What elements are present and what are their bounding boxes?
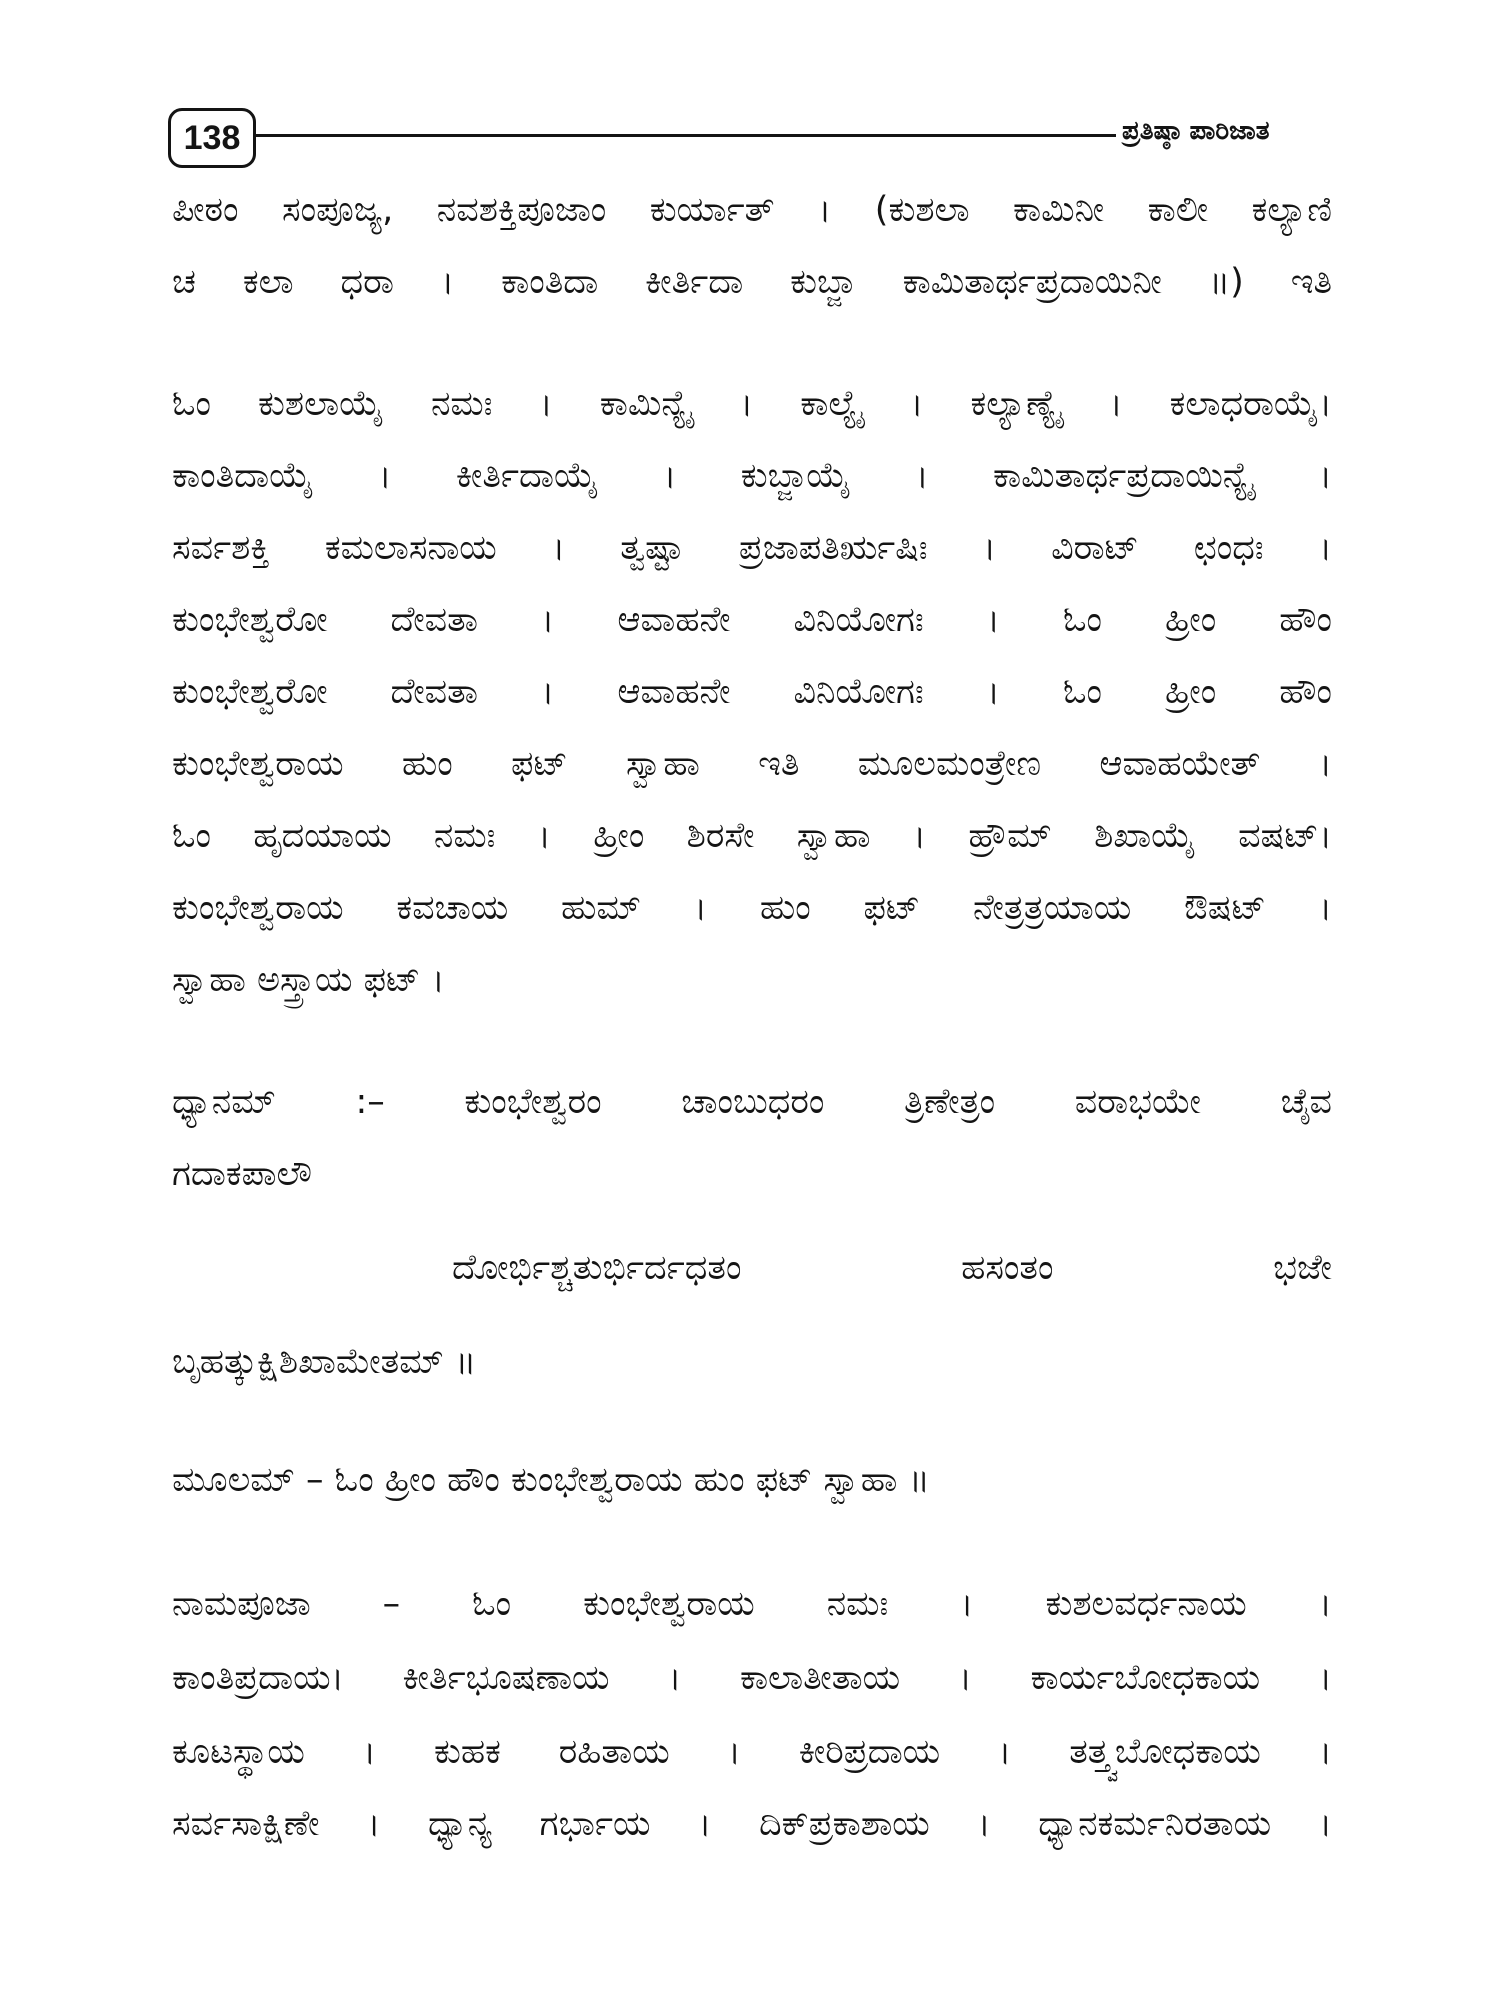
dhyanam-line: ಧ್ಯಾನಮ್ :– ಕುಂಭೇಶ್ವರಂ ಚಾಂಬುಧರಂ ತ್ರಿಣೇತ್ರಂ ವರಾಭಯೇ ಚೈವ — [172, 1082, 1332, 1122]
page-number: 138 — [168, 108, 256, 168]
text-line: ಕುಂಭೇಶ್ವರೋ ದೇವತಾ । ಆವಾಹನೇ ವಿನಿಯೋಗಃ । ಓಂ ಹ್ರೀಂ ಹೌಂ — [172, 600, 1332, 640]
verse-line-indented: ದೋರ್ಭಿಶ್ಚತುರ್ಭಿರ್ದಧತಂ ಹಸಂತಂ ಭಜೇ — [452, 1248, 1332, 1288]
text-line: ಸರ್ವಸಾಕ್ಷಿಣೇ । ಧ್ಯಾನ್ಯ ಗರ್ಭಾಯ । ದಿಕ್‌ಪ್ರಕಾಶಾಯ । ಧ್ಯಾನಕರ್ಮನಿರತಾಯ । — [172, 1804, 1332, 1844]
text-line: ಓಂ ಹೃದಯಾಯ ನಮಃ । ಹ್ರೀಂ ಶಿರಸೇ ಸ್ವಾಹಾ । ಹ್ರೌಮ್ ಶಿಖಾಯೈ ವಷಟ್। — [172, 816, 1332, 856]
header-rule — [256, 134, 1116, 137]
namapooja-line: ನಾಮಪೂಜಾ – ಓಂ ಕುಂಭೇಶ್ವರಾಯ ನಮಃ । ಕುಶಲವರ್ಧನಾಯ । — [172, 1584, 1332, 1624]
text-line: ಕುಂಭೇಶ್ವರೋ ದೇವತಾ । ಆವಾಹನೇ ವಿನಿಯೋಗಃ । ಓಂ ಹ್ರೀಂ ಹೌಂ — [172, 672, 1332, 712]
text-line: ಗದಾಕಪಾಲೌ — [172, 1154, 313, 1194]
text-line: ಸ್ವಾಹಾ ಅಸ್ತ್ರಾಯ ಫಟ್ । — [172, 960, 445, 1000]
moolam-line: ಮೂಲಮ್ – ಓಂ ಹ್ರೀಂ ಹೌಂ ಕುಂಭೇಶ್ವರಾಯ ಹುಂ ಫಟ್ ಸ್ವಾಹಾ ॥ — [172, 1460, 930, 1500]
text-line: ಓಂ ಕುಶಲಾಯೈ ನಮಃ । ಕಾಮಿನ್ಯೈ । ಕಾಲ್ಯೈ । ಕಲ್ಯಾಣ್ಯೈ । ಕಲಾಧರಾಯೈ। — [172, 384, 1332, 424]
text-line: ಕುಂಭೇಶ್ವರಾಯ ಹುಂ ಫಟ್ ಸ್ವಾಹಾ ಇತಿ ಮೂಲಮಂತ್ರೇಣ ಆವಾಹಯೇತ್ । — [172, 744, 1332, 784]
text-line: ಕೂಟಸ್ಥಾಯ । ಕುಹಕ ರಹಿತಾಯ । ಕೀರಿಪ್ರದಾಯ । ತತ್ತ್ವಬೋಧಕಾಯ । — [172, 1732, 1332, 1772]
text-line: ಕುಂಭೇಶ್ವರಾಯ ಕವಚಾಯ ಹುಮ್ । ಹುಂ ಫಟ್ ನೇತ್ರತ್ರಯಾಯ ಔಷಟ್ । — [172, 888, 1332, 928]
text-line: ಕಾಂತಿಪ್ರದಾಯ। ಕೀರ್ತಿಭೂಷಣಾಯ । ಕಾಲಾತೀತಾಯ । ಕಾರ್ಯಬೋಧಕಾಯ । — [172, 1658, 1332, 1698]
running-header-title: ಪ್ರತಿಷ್ಠಾ ಪಾರಿಜಾತ — [1122, 116, 1270, 146]
text-line: ಚ ಕಲಾ ಧರಾ । ಕಾಂತಿದಾ ಕೀರ್ತಿದಾ ಕುಬ್ಜಾ ಕಾಮಿತಾರ್ಥಪ್ರದಾಯಿನೀ ॥) ಇತಿ — [172, 262, 1332, 302]
text-line: ಬೃಹತ್ಕುಕ್ಷಿಶಿಖಾಮೇತಮ್ ॥ — [172, 1342, 477, 1382]
text-line: ಪೀಠಂ ಸಂಪೂಜ್ಯ, ನವಶಕ್ತಿಪೂಜಾಂ ಕುರ್ಯಾತ್ । (ಕುಶಲಾ ಕಾಮಿನೀ ಕಾಲೀ ಕಲ್ಯಾಣಿ — [172, 190, 1332, 230]
text-line: ಕಾಂತಿದಾಯೈ । ಕೀರ್ತಿದಾಯೈ । ಕುಬ್ಜಾಯೈ । ಕಾಮಿತಾರ್ಥಪ್ರದಾಯಿನ್ಯೈ । — [172, 456, 1332, 496]
text-line: ಸರ್ವಶಕ್ತಿ ಕಮಲಾಸನಾಯ । ತ್ವಷ್ಟಾ ಪ್ರಜಾಪತಿರ್ಋಷಿಃ । ವಿರಾಟ್ ಛಂಧಃ । — [172, 528, 1332, 568]
